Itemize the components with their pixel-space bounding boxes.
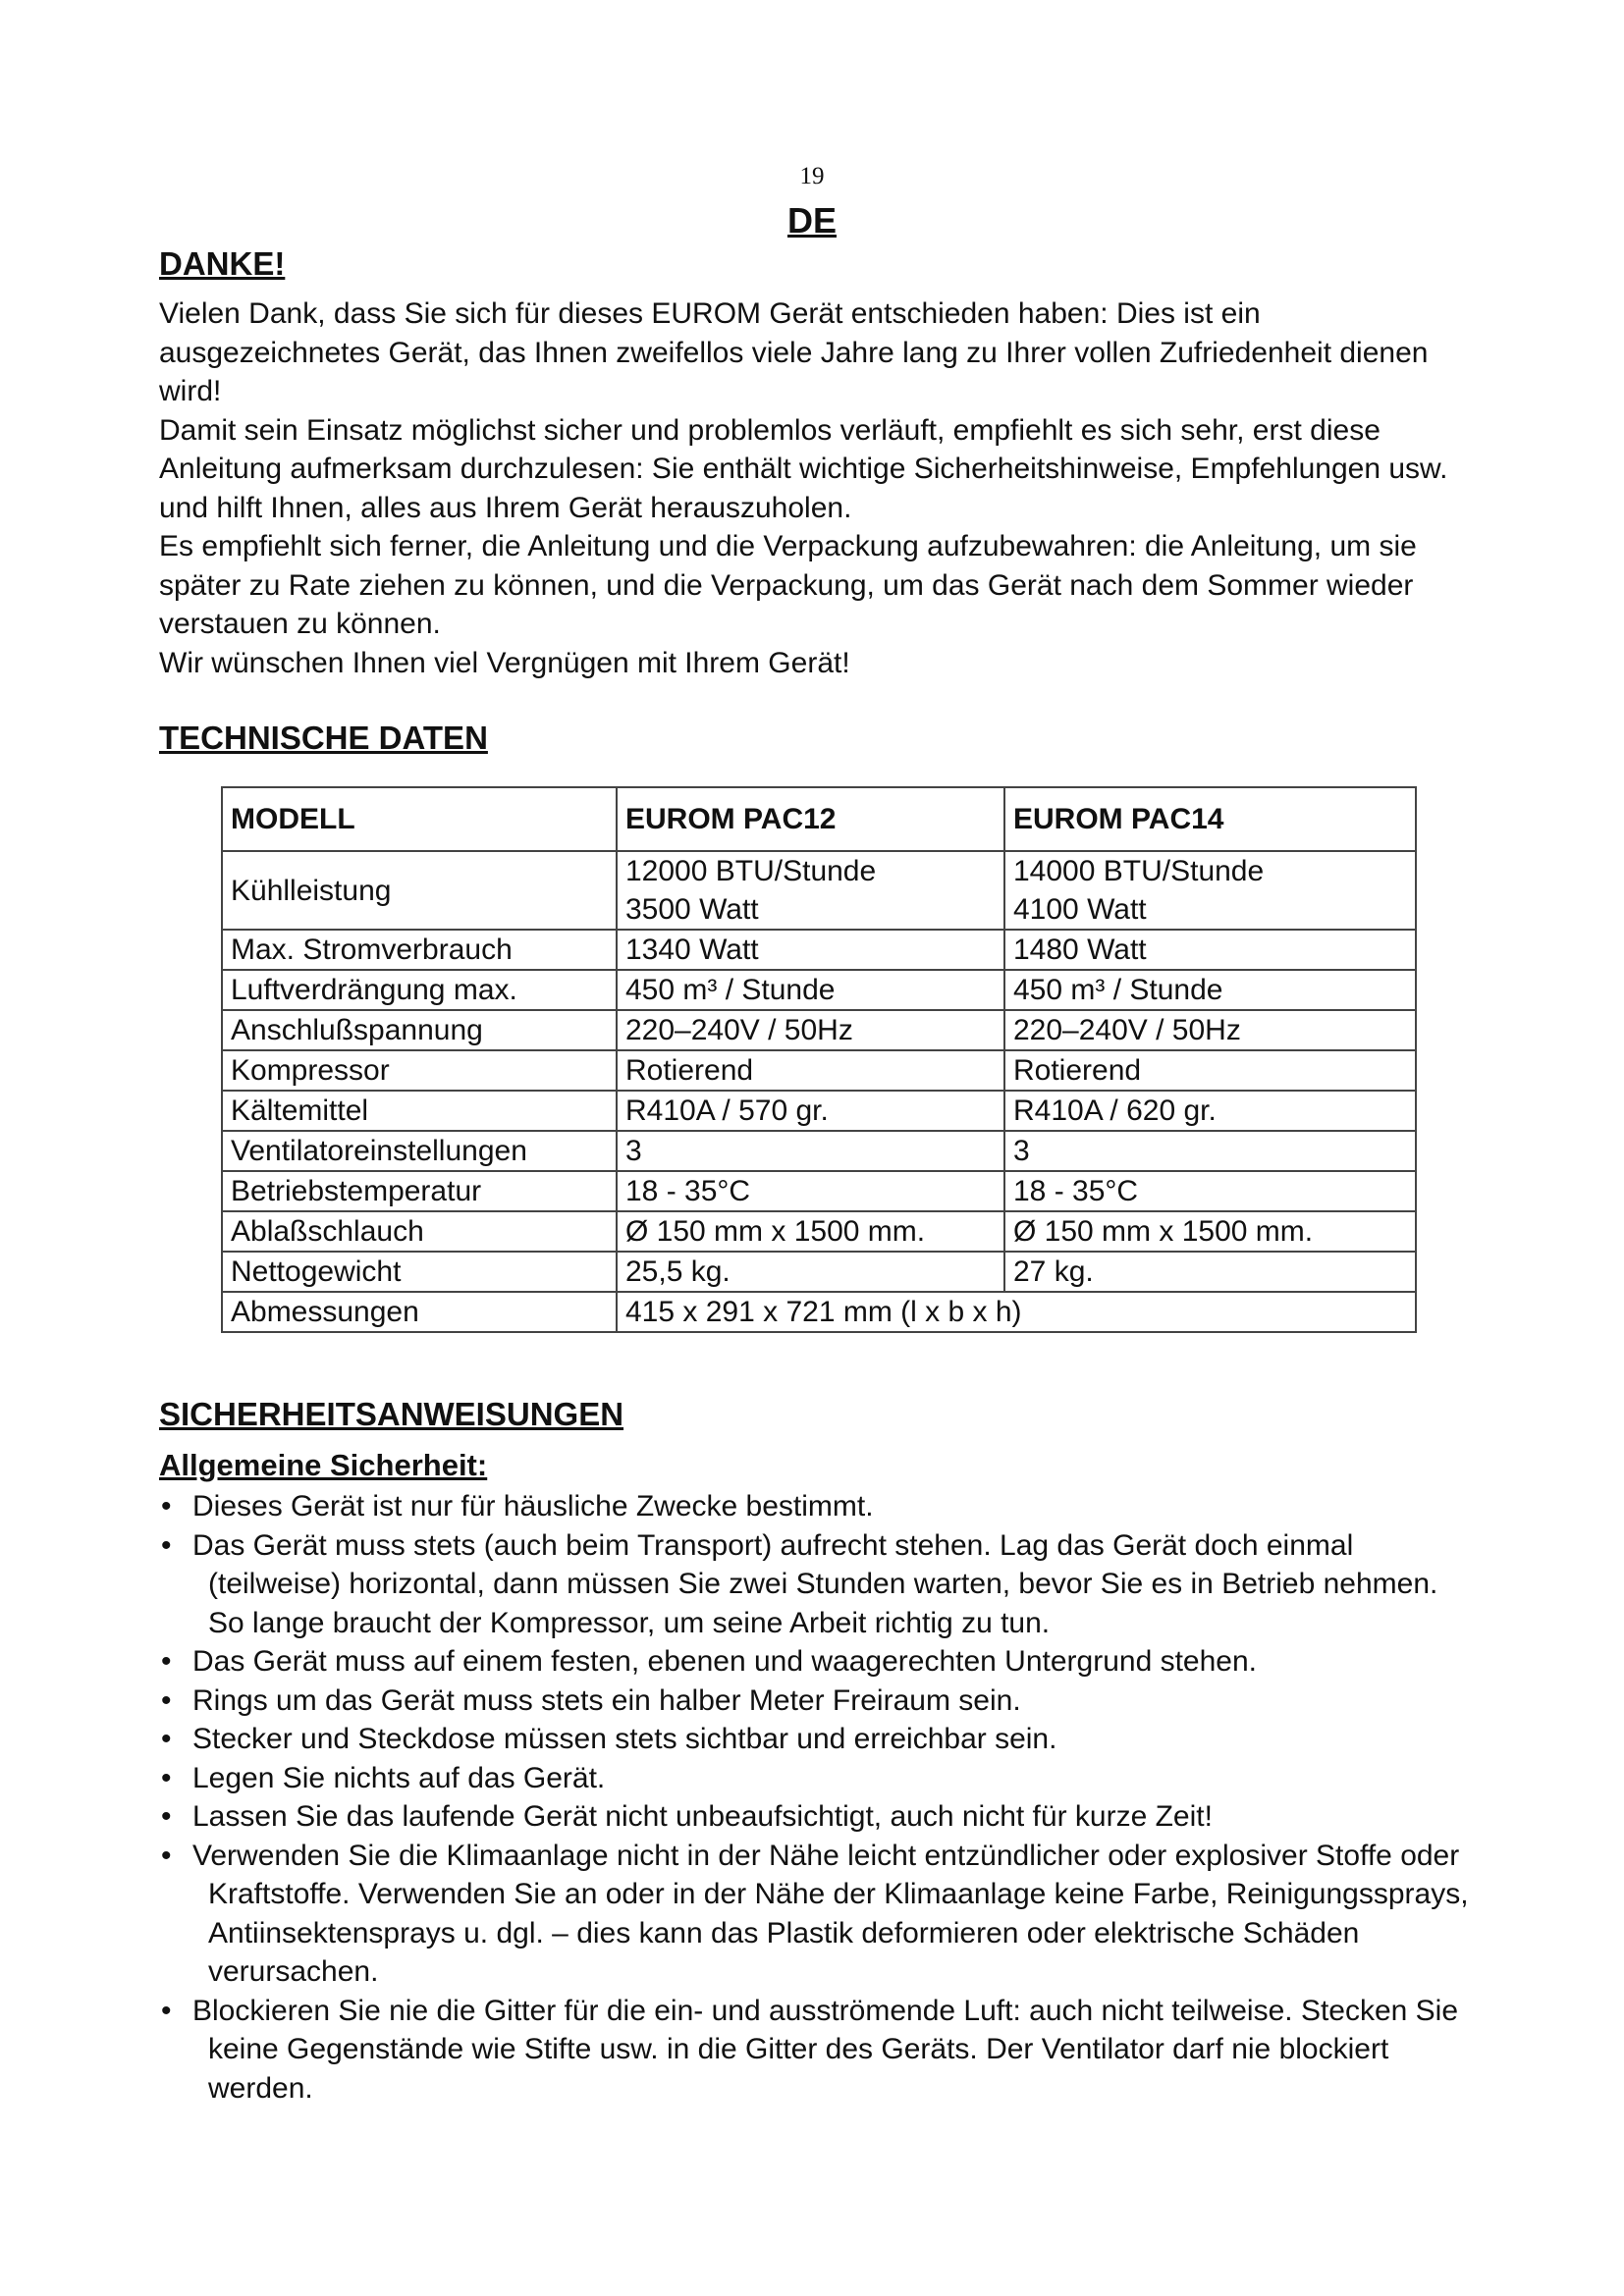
pac14-value: R410A / 620 gr. bbox=[1004, 1091, 1416, 1131]
list-item-text: Legen Sie nichts auf das Gerät. bbox=[192, 1761, 606, 1794]
specs-header-row bbox=[222, 787, 1416, 851]
pac12-value: 3 bbox=[617, 1131, 1004, 1171]
spec-label: Betriebstemperatur bbox=[222, 1171, 617, 1211]
intro-text bbox=[159, 294, 1475, 682]
spec-label: Kältemittel bbox=[222, 1091, 617, 1131]
table-row bbox=[222, 1131, 1416, 1171]
list-item bbox=[159, 1720, 1475, 1759]
model-column-header: MODELL bbox=[222, 787, 617, 851]
pac14-value: Rotierend bbox=[1004, 1050, 1416, 1091]
language-code: DE bbox=[786, 200, 837, 240]
spec-label: Luftverdrängung max. bbox=[222, 970, 617, 1010]
bullet-icon: • bbox=[161, 1645, 172, 1678]
list-item-text: Blockieren Sie nie die Gitter für die ein- und ausströmende Luft: auch nicht teilweise. Stecken Sie keine Gegenstände wie Stifte usw. in die Gitter des Geräts. Der Ventilator darf nie blockiert werden. bbox=[192, 1994, 1459, 2105]
list-item bbox=[159, 1526, 1475, 1643]
pac12-value: 1340 Watt bbox=[617, 930, 1004, 970]
pac14-value: 1480 Watt bbox=[1004, 930, 1416, 970]
spec-label: Nettogewicht bbox=[222, 1252, 617, 1292]
table-row bbox=[222, 970, 1416, 1010]
intro-paragraph: Vielen Dank, dass Sie sich für dieses EUROM Gerät entschieden haben: Dies ist ein ausgezeichnetes Gerät, das Ihnen zweifellos viele Jahre lang zu Ihrer vollen Zufriedenheit dienen wird! bbox=[159, 297, 1429, 407]
pac12-cooling-btu: 12000 BTU/Stunde bbox=[625, 855, 877, 887]
specs-heading: TECHNISCHE DATEN bbox=[159, 720, 488, 756]
pac14-cooling-watt: 4100 Watt bbox=[1013, 893, 1147, 926]
bullet-icon: • bbox=[161, 1723, 172, 1755]
list-item bbox=[159, 1797, 1475, 1837]
table-row bbox=[222, 1050, 1416, 1091]
page-number: 19 bbox=[799, 163, 825, 189]
pac12-cooling bbox=[617, 851, 1004, 930]
pac12-value: 450 m³ / Stunde bbox=[617, 970, 1004, 1010]
pac12-column-header: EUROM PAC12 bbox=[617, 787, 1004, 851]
pac14-value: Ø 150 mm x 1500 mm. bbox=[1004, 1211, 1416, 1252]
intro-paragraph: Damit sein Einsatz möglichst sicher und problemlos verläuft, empfiehlt es sich sehr, erst diese Anleitung aufmerksam durchzulesen: Sie enthält wichtige Sicherheitshinweise, Empfehlungen usw. und hilft Ihnen, alles aus Ihrem Gerät herauszuholen. bbox=[159, 413, 1448, 524]
list-item-text: Das Gerät muss auf einem festen, ebenen und waagerechten Untergrund stehen. bbox=[192, 1645, 1257, 1678]
safety-list bbox=[159, 1487, 1475, 2108]
bullet-icon: • bbox=[161, 1528, 172, 1562]
list-item-text: Rings um das Gerät muss stets ein halber Meter Freiraum sein. bbox=[192, 1683, 1021, 1717]
table-row bbox=[222, 1171, 1416, 1211]
list-item bbox=[159, 1682, 1475, 1721]
spec-label: Kompressor bbox=[222, 1050, 617, 1091]
spec-label: Abmessungen bbox=[222, 1292, 617, 1332]
list-item-text: Dieses Gerät ist nur für häusliche Zwecke bestimmt. bbox=[192, 1490, 874, 1522]
bullet-icon: • bbox=[161, 1761, 172, 1794]
thanks-heading: DANKE! bbox=[159, 245, 286, 282]
pac14-value: 3 bbox=[1004, 1131, 1416, 1171]
table-row bbox=[222, 1091, 1416, 1131]
pac14-cooling-btu: 14000 BTU/Stunde bbox=[1013, 855, 1265, 887]
intro-paragraph: Es empfiehlt sich ferner, die Anleitung und die Verpackung aufzubewahren: die Anleitung, um sie später zu Rate ziehen zu können, und die Verpackung, um das Gerät nach dem Sommer wieder verstauen zu können. bbox=[159, 530, 1417, 640]
list-item bbox=[159, 1992, 1475, 2109]
table-row bbox=[222, 1252, 1416, 1292]
general-safety-subheading: Allgemeine Sicherheit: bbox=[159, 1448, 488, 1482]
list-item-text: Das Gerät muss stets (auch beim Transport) aufrecht stehen. Lag das Gerät doch einmal (teilweise) horizontal, dann müssen Sie zwei Stunden warten, bevor Sie es in Betrieb nehmen. So lange braucht der Kompressor, um seine Arbeit richtig zu tun. bbox=[192, 1528, 1438, 1639]
list-item-text: Stecker und Steckdose müssen stets sichtbar und erreichbar sein. bbox=[192, 1723, 1057, 1755]
spec-label: Max. Stromverbrauch bbox=[222, 930, 617, 970]
pac12-cooling-watt: 3500 Watt bbox=[625, 893, 759, 926]
pac12-value: Ø 150 mm x 1500 mm. bbox=[617, 1211, 1004, 1252]
bullet-icon: • bbox=[161, 1839, 172, 1872]
spec-label: Ventilatoreinstellungen bbox=[222, 1131, 617, 1171]
pac12-value: 25,5 kg. bbox=[617, 1252, 1004, 1292]
table-row bbox=[222, 1211, 1416, 1252]
table-row bbox=[222, 930, 1416, 970]
list-item bbox=[159, 1642, 1475, 1682]
dimensions-value: 415 x 291 x 721 mm (l x b x h) bbox=[617, 1292, 1416, 1332]
bullet-icon: • bbox=[161, 1683, 172, 1717]
bullet-icon: • bbox=[161, 1800, 172, 1833]
bullet-icon: • bbox=[161, 1490, 172, 1522]
list-item-text: Lassen Sie das laufende Gerät nicht unbeaufsichtigt, auch nicht für kurze Zeit! bbox=[192, 1800, 1213, 1833]
pac14-column-header: EUROM PAC14 bbox=[1004, 787, 1416, 851]
pac14-cooling bbox=[1004, 851, 1416, 930]
safety-heading: SICHERHEITSANWEISUNGEN bbox=[159, 1396, 624, 1432]
pac14-value: 220–240V / 50Hz bbox=[1004, 1010, 1416, 1050]
specs-table bbox=[221, 786, 1417, 1333]
pac14-value: 27 kg. bbox=[1004, 1252, 1416, 1292]
spec-label: Kühlleistung bbox=[222, 851, 617, 930]
table-row bbox=[222, 1292, 1416, 1332]
pac12-value: R410A / 570 gr. bbox=[617, 1091, 1004, 1131]
list-item bbox=[159, 1487, 1475, 1526]
table-row bbox=[222, 1010, 1416, 1050]
intro-paragraph: Wir wünschen Ihnen viel Vergnügen mit Ihrem Gerät! bbox=[159, 646, 850, 679]
pac14-value: 18 - 35°C bbox=[1004, 1171, 1416, 1211]
bullet-icon: • bbox=[161, 1994, 172, 2027]
spec-label: Anschlußspannung bbox=[222, 1010, 617, 1050]
pac12-value: 220–240V / 50Hz bbox=[617, 1010, 1004, 1050]
list-item bbox=[159, 1837, 1475, 1992]
table-row bbox=[222, 851, 1416, 930]
pac12-value: Rotierend bbox=[617, 1050, 1004, 1091]
list-item bbox=[159, 1759, 1475, 1798]
list-item-text: Verwenden Sie die Klimaanlage nicht in der Nähe leicht entzündlicher oder explosiver Stoffe oder Kraftstoffe. Verwenden Sie an oder in der Nähe der Klimaanlage keine Farbe, Reinigungssprays, Antiinsektensprays u. dgl. – dies kann das Plastik deformieren oder elektrische Schäden verursachen. bbox=[192, 1839, 1469, 1988]
pac14-value: 450 m³ / Stunde bbox=[1004, 970, 1416, 1010]
pac12-value: 18 - 35°C bbox=[617, 1171, 1004, 1211]
spec-label: Ablaßschlauch bbox=[222, 1211, 617, 1252]
